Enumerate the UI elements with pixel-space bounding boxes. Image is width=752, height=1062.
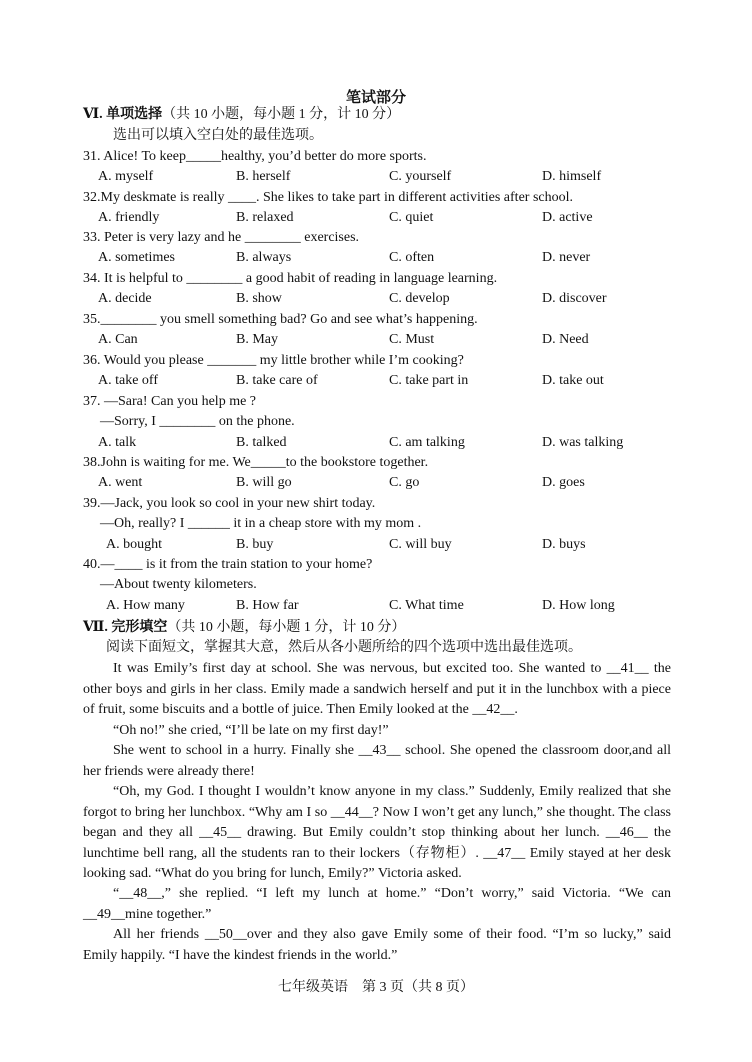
- answer-option: B. show: [236, 291, 282, 307]
- question-stem: 38.John is waiting for me. We_____to the bookstore together.: [83, 455, 429, 470]
- passage-paragraph: [83, 925, 671, 966]
- paragraph-text: It was Emily’s first day at school. She was nervous, but excited too. She wanted to __41__ the other boys and girls in her class. Emily made a sandwich herself and put it in the lunchbox with a piece of fruit, some biscuits and a bottle of juice. Then Emily looked at the __42__.: [83, 661, 671, 718]
- answer-option: C. What time: [389, 597, 464, 613]
- answer-option: C. develop: [389, 291, 450, 307]
- answer-option: A. myself: [98, 169, 154, 185]
- answer-option: C. often: [389, 250, 435, 266]
- answer-option: C. am talking: [389, 434, 465, 450]
- question-stem: 31. Alice! To keep_____healthy, you’d better do more sports.: [83, 149, 427, 164]
- answer-option: D. never: [542, 250, 591, 266]
- answer-option: A. decide: [98, 291, 152, 307]
- answer-option: D. discover: [542, 291, 607, 307]
- passage-paragraph: [83, 884, 671, 925]
- answer-option: A. bought: [106, 536, 162, 552]
- section-7-instruction: 阅读下面短文，掌握其大意，然后从各小题所给的四个选项中选出最佳选项。: [106, 640, 582, 655]
- page-footer: 七年级英语 第 3 页（共 8 页）: [278, 980, 474, 995]
- answer-option: A. friendly: [98, 210, 160, 226]
- question-stem: 39.—Jack, you look so cool in your new shirt today.: [83, 496, 376, 511]
- answer-option: B. talked: [236, 434, 287, 450]
- answer-option: B. buy: [236, 536, 274, 552]
- passage-paragraph: [83, 741, 671, 782]
- question-stem: 33. Peter is very lazy and he ________ exercises.: [83, 230, 360, 245]
- section-6-instruction: 选出可以填入空白处的最佳选项。: [113, 128, 323, 143]
- answer-option: C. Must: [389, 332, 435, 348]
- answer-option: D. was talking: [542, 434, 624, 450]
- answer-option: A. sometimes: [98, 250, 175, 266]
- answer-option: D. goes: [542, 475, 585, 491]
- answer-option: A. went: [98, 475, 143, 491]
- answer-option: D. buys: [542, 536, 586, 552]
- paragraph-text: “Oh, my God. I thought I wouldn’t know anyone in my class.” Suddenly, Emily realized that she forgot to bring her lunchbox. “Why am I so __44__? Now I won’t get any lunch,” she thought. The class began and they all __45__ drawing. But Emily couldn’t stop thinking about her lunch. __46__ the lunchtime bell rang, all the students ran to their lockers（存物柜）. __47__ Emily stayed at her desk looking sad. “What do you bring for lunch, Emily?” Victoria asked.: [83, 784, 671, 882]
- question-stem: —Sorry, I ________ on the phone.: [100, 414, 295, 430]
- answer-option: A. Can: [98, 332, 138, 348]
- answer-option: B. herself: [236, 169, 291, 185]
- question-stem: —Oh, really? I ______ it in a cheap store with my mom .: [100, 516, 422, 532]
- paragraph-text: “__48__,” she replied. “I left my lunch at home.” “Don’t worry,” said Victoria. “We can __49__mine together.”: [83, 886, 671, 922]
- answer-option: B. will go: [236, 475, 292, 491]
- question-stem: 34. It is helpful to ________ a good habit of reading in language learning.: [83, 271, 498, 286]
- page-title: 笔试部分: [345, 90, 406, 106]
- question-stem: 35.________ you smell something bad? Go and see what’s happening.: [83, 312, 478, 327]
- answer-option: B. May: [236, 332, 278, 348]
- answer-option: C. yourself: [389, 169, 452, 185]
- question-stem: —About twenty kilometers.: [100, 577, 257, 593]
- answer-option: D. active: [542, 210, 593, 226]
- answer-option: D. take out: [542, 373, 604, 389]
- answer-option: C. quiet: [389, 210, 434, 226]
- paragraph-text: All her friends __50__over and they also gave Emily some of their food. “I’m so lucky,” said Emily happily. “I have the kindest friends in the world.”: [83, 927, 671, 963]
- paragraph-text: She went to school in a hurry. Finally she __43__ school. She opened the classroom door,and all her friends were already there!: [83, 743, 671, 779]
- question-stem: 32.My deskmate is really ____. She likes to take part in different activities after school.: [83, 190, 573, 205]
- paragraph-text: “Oh no!” she cried, “I’ll be late on my first day!”: [113, 723, 389, 738]
- passage-paragraph: [83, 782, 671, 885]
- answer-option: B. How far: [236, 597, 299, 613]
- answer-option: B. always: [236, 250, 292, 266]
- section-7-heading: [83, 619, 405, 637]
- section-7-title: Ⅶ. 完形填空: [83, 620, 168, 635]
- answer-option: C. take part in: [389, 373, 469, 389]
- answer-option: D. himself: [542, 169, 602, 185]
- answer-option: D. How long: [542, 597, 615, 613]
- section-6-heading: [83, 106, 400, 124]
- answer-option: C. go: [389, 475, 420, 491]
- answer-option: A. How many: [106, 597, 185, 613]
- question-stem: 36. Would you please _______ my little brother while I’m cooking?: [83, 353, 464, 368]
- answer-option: A. take off: [98, 373, 158, 389]
- answer-option: C. will buy: [389, 536, 452, 552]
- passage-paragraph: [83, 721, 671, 742]
- section-6-title: Ⅵ. 单项选择: [83, 107, 163, 122]
- section-6-note: （共 10 小题，每小题 1 分，计 10 分）: [162, 107, 401, 122]
- answer-option: D. Need: [542, 332, 589, 348]
- passage-paragraph: [83, 659, 671, 721]
- answer-option: B. relaxed: [236, 210, 294, 226]
- answer-option: A. talk: [98, 434, 137, 450]
- section-7-note: （共 10 小题，每小题 1 分，计 10 分）: [167, 620, 406, 635]
- answer-option: B. take care of: [236, 373, 318, 389]
- question-stem: 37. —Sara! Can you help me ?: [83, 394, 257, 409]
- question-stem: 40.—____ is it from the train station to your home?: [83, 557, 373, 572]
